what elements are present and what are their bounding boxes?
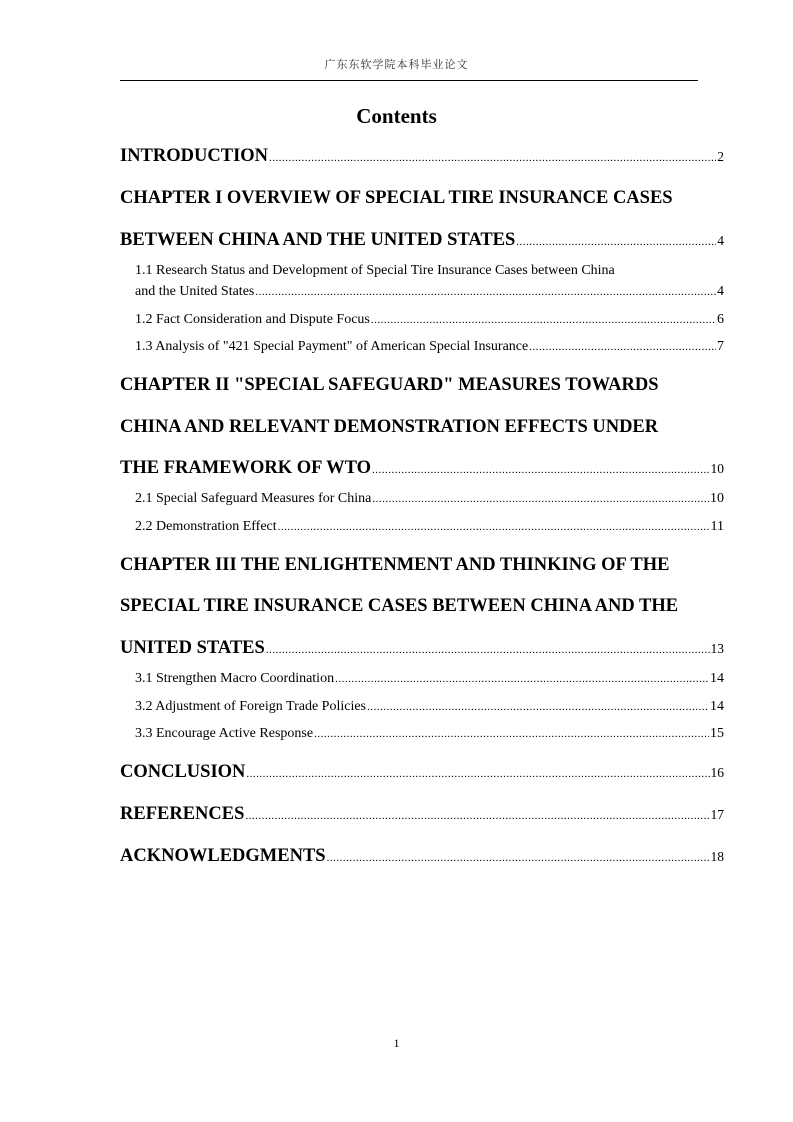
toc-leader	[371, 314, 716, 326]
toc-chapter2-line2[interactable]: CHINA AND RELEVANT DEMONSTRATION EFFECTS UNDER	[120, 417, 659, 437]
toc-page-number: 11	[710, 519, 724, 534]
toc-page-number: 18	[710, 849, 724, 864]
toc-leader	[529, 341, 716, 353]
toc-page-number: 4	[717, 233, 724, 248]
toc-label: 3.3 Encourage Active Response	[135, 726, 314, 741]
toc-entry-section-1-3[interactable]	[135, 339, 724, 355]
toc-chapter3-line1[interactable]: CHAPTER III THE ENLIGHTENMENT AND THINKING OF THE	[120, 555, 670, 575]
page-header: 广东东软学院本科毕业论文	[324, 58, 469, 71]
toc-leader	[278, 521, 710, 533]
toc-chapter3-line2[interactable]: SPECIAL TIRE INSURANCE CASES BETWEEN CHINA AND THE	[120, 596, 679, 616]
toc-label: 1.3 Analysis of "421 Special Payment" of American Special Insurance	[135, 339, 529, 354]
toc-label: 3.1 Strengthen Macro Coordination	[135, 671, 335, 686]
toc-page-number: 10	[710, 461, 724, 476]
toc-label: and the United States	[135, 284, 255, 299]
toc-leader	[266, 644, 710, 656]
toc-page-number: 16	[710, 765, 724, 780]
toc-entry-chapter1[interactable]	[120, 230, 724, 251]
toc-entry-section-1-2[interactable]	[135, 312, 724, 328]
toc-entry-section-2-2[interactable]	[135, 519, 724, 535]
toc-chapter1-line1[interactable]: CHAPTER I OVERVIEW OF SPECIAL TIRE INSURANCE CASES	[120, 188, 673, 208]
toc-label: 2.1 Special Safeguard Measures for China	[135, 491, 372, 506]
toc-leader	[327, 852, 710, 864]
toc-leader	[372, 464, 710, 476]
toc-page-number: 14	[710, 699, 724, 714]
toc-entry-section-3-3[interactable]	[135, 726, 724, 742]
toc-label: THE FRAMEWORK OF WTO	[120, 458, 371, 478]
header-rule	[120, 80, 698, 81]
toc-entry-chapter3[interactable]	[120, 638, 724, 659]
toc-leader	[335, 673, 709, 685]
toc-entry-chapter2[interactable]	[120, 458, 724, 479]
toc-page-number: 7	[717, 339, 724, 354]
toc-entry-section-2-1[interactable]	[135, 491, 724, 507]
toc-label: UNITED STATES	[120, 638, 265, 658]
toc-label: CONCLUSION	[120, 762, 246, 782]
toc-entry-section-3-2[interactable]	[135, 699, 724, 715]
contents-title: Contents	[356, 104, 437, 128]
toc-leader	[246, 768, 709, 780]
toc-leader	[314, 728, 709, 740]
toc-label: INTRODUCTION	[120, 146, 269, 166]
toc-page-number: 10	[710, 491, 724, 506]
toc-leader	[367, 701, 709, 713]
toc-label: BETWEEN CHINA AND THE UNITED STATES	[120, 230, 516, 250]
toc-entry-acknowledgments[interactable]	[120, 846, 724, 867]
toc-label: 1.2 Fact Consideration and Dispute Focus	[135, 312, 370, 327]
toc-leader	[245, 810, 709, 822]
toc-label: 2.2 Demonstration Effect	[135, 519, 277, 534]
toc-entry-references[interactable]	[120, 804, 724, 825]
toc-section-1-1-line1[interactable]: 1.1 Research Status and Development of Special Tire Insurance Cases between China	[135, 263, 615, 278]
toc-page-number: 17	[710, 807, 724, 822]
toc-page-number: 13	[710, 641, 724, 656]
toc-page-number: 4	[717, 284, 724, 299]
toc-leader	[255, 286, 716, 298]
toc-leader	[269, 152, 716, 164]
toc-chapter2-line1[interactable]: CHAPTER II "SPECIAL SAFEGUARD" MEASURES TOWARDS	[120, 375, 659, 395]
toc-leader	[372, 493, 709, 505]
toc-page-number: 2	[717, 149, 724, 164]
toc-page-number: 6	[717, 312, 724, 327]
toc-leader	[516, 236, 716, 248]
toc-entry-conclusion[interactable]	[120, 762, 724, 783]
toc-entry-introduction[interactable]	[120, 146, 724, 167]
toc-entry-section-1-1[interactable]	[135, 284, 724, 300]
toc-page-number: 14	[710, 671, 724, 686]
page-number: 1	[393, 1036, 400, 1050]
toc-page-number: 15	[710, 726, 724, 741]
toc-label: REFERENCES	[120, 804, 245, 824]
toc-label: ACKNOWLEDGMENTS	[120, 846, 326, 866]
toc-label: 3.2 Adjustment of Foreign Trade Policies	[135, 699, 366, 714]
toc-entry-section-3-1[interactable]	[135, 671, 724, 687]
